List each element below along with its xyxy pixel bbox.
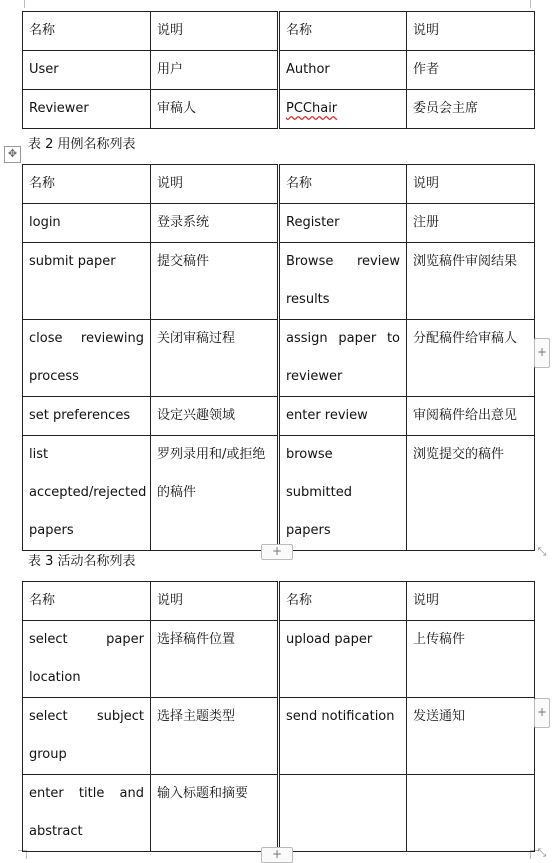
- table-cell[interactable]: [407, 397, 535, 436]
- table-cell[interactable]: [407, 698, 535, 775]
- table-cell[interactable]: [23, 204, 151, 243]
- table-cell[interactable]: 审稿人: [151, 90, 279, 129]
- table-cell[interactable]: [407, 621, 535, 698]
- cell-text-line: 上传稿件: [413, 632, 466, 647]
- cell-text-line: enter title and: [29, 786, 144, 801]
- table-row: [23, 775, 535, 852]
- table-resize-diagonal-icon[interactable]: ⤡: [537, 545, 547, 558]
- add-column-plus-icon[interactable]: +: [534, 338, 550, 368]
- cell-text-line: 说明: [157, 593, 184, 608]
- table-row: [23, 621, 535, 698]
- table-cell[interactable]: [151, 775, 279, 852]
- table-row: [23, 320, 535, 397]
- table-3-caption: 表 3 活动名称列表: [28, 554, 136, 569]
- table-cell[interactable]: [151, 204, 279, 243]
- table-cell[interactable]: 名称: [279, 12, 407, 51]
- table-cell[interactable]: [279, 582, 407, 621]
- table-row: [23, 12, 535, 51]
- cell-text-line: assign paper to: [286, 331, 400, 346]
- table-cell[interactable]: [151, 698, 279, 775]
- cell-text-line: abstract: [29, 824, 83, 839]
- cell-text-line: 名称: [286, 176, 313, 191]
- cell-text-line: 设定兴趣领域: [157, 408, 236, 423]
- table-cell[interactable]: 说明: [151, 12, 279, 51]
- table-move-handle-icon[interactable]: ✥: [4, 146, 21, 163]
- table-cell[interactable]: [151, 436, 279, 551]
- cell-text-line: group: [29, 747, 67, 762]
- table-cell[interactable]: 作者: [407, 51, 535, 90]
- table-cell[interactable]: [23, 775, 151, 852]
- cell-text-line: upload paper: [286, 632, 373, 647]
- add-row-plus-icon[interactable]: +: [261, 544, 293, 560]
- table-row: [23, 90, 535, 129]
- cell-text-line: send notification: [286, 709, 395, 724]
- table-cell[interactable]: User: [23, 51, 151, 90]
- cell-text-line: 浏览提交的稿件: [413, 447, 505, 462]
- table-cell[interactable]: [279, 243, 407, 320]
- cell-text-line: 注册: [413, 215, 440, 230]
- table-cell[interactable]: [151, 621, 279, 698]
- table-cell[interactable]: 说明: [407, 12, 535, 51]
- table-cell[interactable]: [151, 582, 279, 621]
- cell-text-line: 分配稿件给审稿人: [413, 331, 518, 346]
- cell-text-line: 提交稿件: [157, 254, 210, 269]
- table-cell[interactable]: [407, 436, 535, 551]
- table-cell[interactable]: [23, 397, 151, 436]
- table-row: [23, 165, 535, 204]
- cell-text-line: 关闭审稿过程: [157, 331, 236, 346]
- table-cell[interactable]: [407, 320, 535, 397]
- table-cell[interactable]: [407, 775, 535, 852]
- table-cell[interactable]: PCChair: [279, 90, 407, 129]
- table-cell[interactable]: [23, 320, 151, 397]
- cell-text-line: 选择主题类型: [157, 709, 236, 724]
- page-corner-mark: [530, 0, 539, 8]
- cell-text-line: list: [29, 447, 49, 462]
- table-cell[interactable]: [23, 698, 151, 775]
- cell-text-line: submit paper: [29, 254, 116, 269]
- table-row: [23, 698, 535, 775]
- table-row: [23, 582, 535, 621]
- table-cell[interactable]: [279, 775, 407, 852]
- table-activities: [22, 581, 535, 852]
- table-cell[interactable]: [151, 165, 279, 204]
- table-cell[interactable]: [23, 165, 151, 204]
- cell-text-line: accepted/rejected: [29, 485, 147, 500]
- cell-text-line: login: [29, 215, 61, 230]
- table-cell[interactable]: 名称: [23, 12, 151, 51]
- table-actors: [22, 11, 535, 129]
- cell-text-line: 审阅稿件给出意见: [413, 408, 518, 423]
- table-cell[interactable]: [407, 204, 535, 243]
- cell-text-line: 的稿件: [157, 485, 197, 500]
- table-cell[interactable]: [151, 243, 279, 320]
- table-row: [23, 436, 535, 551]
- table-cell[interactable]: Reviewer: [23, 90, 151, 129]
- table-row: [23, 397, 535, 436]
- cell-text-line: 名称: [29, 593, 56, 608]
- table-cell[interactable]: [279, 698, 407, 775]
- cell-text-line: 选择稿件位置: [157, 632, 236, 647]
- cell-text-line: browse submitted: [286, 447, 352, 500]
- cell-text-line: location: [29, 670, 81, 685]
- table-cell[interactable]: [151, 320, 279, 397]
- cell-text-line: enter review: [286, 408, 368, 423]
- cell-text-line: 名称: [286, 593, 313, 608]
- table-cell[interactable]: [279, 165, 407, 204]
- table-cell[interactable]: [23, 243, 151, 320]
- cell-text-line: Register: [286, 215, 340, 230]
- cell-text-line: papers: [286, 523, 331, 538]
- table-cell[interactable]: [407, 243, 535, 320]
- table-cell[interactable]: 用户: [151, 51, 279, 90]
- table-cell[interactable]: [279, 621, 407, 698]
- cell-text-line: papers: [29, 523, 74, 538]
- add-row-plus-icon[interactable]: +: [261, 847, 293, 863]
- table-cell[interactable]: [23, 582, 151, 621]
- cell-text-line: 浏览稿件审阅结果: [413, 254, 518, 269]
- table-cell[interactable]: [279, 320, 407, 397]
- page-corner-mark: [16, 0, 25, 8]
- table-cell[interactable]: [279, 436, 407, 551]
- table-cell[interactable]: [279, 397, 407, 436]
- table-2-caption: 表 2 用例名称列表: [28, 137, 136, 152]
- cell-text-line: set preferences: [29, 408, 131, 423]
- cell-text-line: process: [29, 369, 79, 384]
- cell-text-line: reviewer: [286, 369, 343, 384]
- table-row: [23, 243, 535, 320]
- table-row: [23, 51, 535, 90]
- table-cell[interactable]: [279, 204, 407, 243]
- table-cell[interactable]: [407, 165, 535, 204]
- cell-text-line: select subject: [29, 709, 144, 724]
- cell-text-line: close reviewing: [29, 331, 144, 346]
- cell-text-line: 说明: [413, 593, 440, 608]
- add-column-plus-icon[interactable]: +: [534, 698, 550, 728]
- table-cell[interactable]: [23, 621, 151, 698]
- table-resize-diagonal-icon[interactable]: ⤡: [537, 846, 547, 859]
- table-cell[interactable]: [151, 397, 279, 436]
- cell-text-line: 名称: [29, 176, 56, 191]
- table-use-cases: [22, 164, 535, 551]
- cell-text-line: select paper: [29, 632, 144, 647]
- cell-text-line: 说明: [157, 176, 184, 191]
- cell-text-line: 说明: [413, 176, 440, 191]
- cell-text-line: Browse review: [286, 254, 400, 269]
- table-cell[interactable]: 委员会主席: [407, 90, 535, 129]
- table-cell[interactable]: [407, 582, 535, 621]
- cell-text-line: 发送通知: [413, 709, 466, 724]
- cell-text-line: results: [286, 292, 330, 307]
- table-cell[interactable]: Author: [279, 51, 407, 90]
- cell-text-line: 登录系统: [157, 215, 210, 230]
- table-cell[interactable]: [23, 436, 151, 551]
- cell-text-line: 罗列录用和/或拒绝: [157, 447, 266, 462]
- cell-text-line: 输入标题和摘要: [157, 786, 249, 801]
- table-row: [23, 204, 535, 243]
